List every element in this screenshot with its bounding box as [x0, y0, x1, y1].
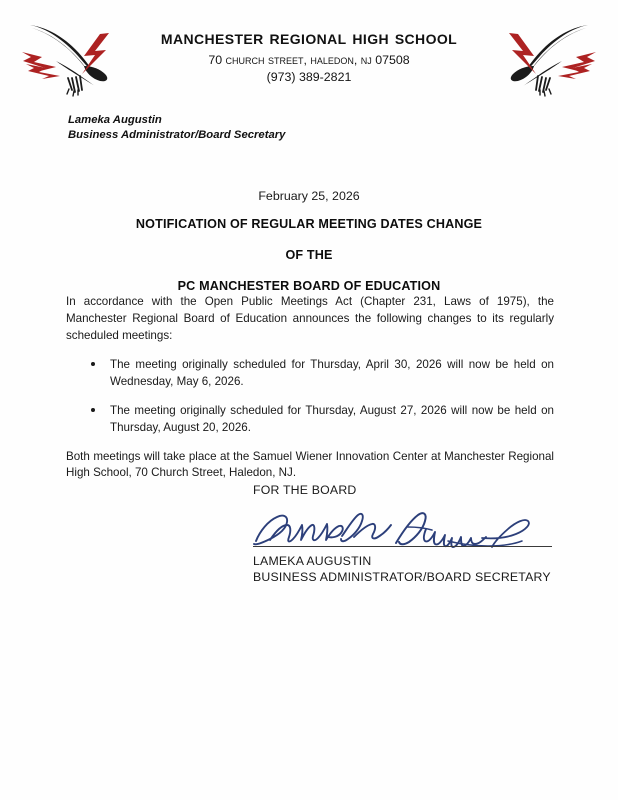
document-title-line-2: OF THE	[285, 248, 333, 262]
falcon-lightning-logo-left	[12, 14, 128, 106]
document-title-line-3: PC MANCHESTER BOARD OF EDUCATION	[177, 279, 441, 293]
signature-line	[253, 546, 552, 547]
sender-name: Lameka Augustin	[68, 114, 162, 126]
for-the-board-label: FOR THE BOARD	[253, 483, 357, 497]
sender-title: Business Administrator/Board Secretary	[68, 128, 286, 141]
intro-paragraph: In accordance with the Open Public Meetings Act (Chapter 231, Laws of 1975), the Manchester Regional Board of Education announces the following changes to its regularly scheduled meetings:	[66, 295, 554, 342]
signer-printed-name: LAMEKA AUGUSTIN	[253, 554, 372, 568]
list-item	[66, 403, 554, 437]
school-name: manchester regional high school	[160, 27, 458, 49]
document-title-block	[0, 217, 618, 293]
meeting-change-text: The meeting originally scheduled for Thursday, August 27, 2026 will now be held on Thursday, August 20, 2026.	[110, 403, 554, 434]
school-identity-block	[129, 28, 489, 85]
closing-paragraph: Both meetings will take place at the Samuel Wiener Innovation Center at Manchester Regional High School, 70 Church Street, Haledon, NJ.	[66, 449, 554, 480]
bullet-icon	[91, 362, 95, 366]
list-item	[66, 357, 554, 391]
document-title-line-1: NOTIFICATION OF REGULAR MEETING DATES CHANGE	[135, 217, 483, 231]
school-address: 70 church street, haledon, nj 07508	[208, 53, 410, 68]
school-phone: (973) 389-2821	[266, 69, 352, 84]
sender-block	[68, 113, 285, 143]
letterhead	[0, 0, 618, 108]
bullet-icon	[91, 408, 95, 412]
signature-block	[253, 483, 553, 586]
document-date: February 25, 2026	[258, 189, 360, 203]
meeting-change-text: The meeting originally scheduled for Thursday, April 30, 2026 will now be held on Wednesday, May 6, 2026.	[110, 358, 554, 389]
signer-printed-title: BUSINESS ADMINISTRATOR/BOARD SECRETARY	[253, 569, 551, 584]
document-body	[66, 294, 554, 482]
falcon-lightning-logo-right	[490, 14, 606, 106]
signature-area	[253, 505, 553, 553]
meeting-changes-list	[66, 357, 554, 436]
